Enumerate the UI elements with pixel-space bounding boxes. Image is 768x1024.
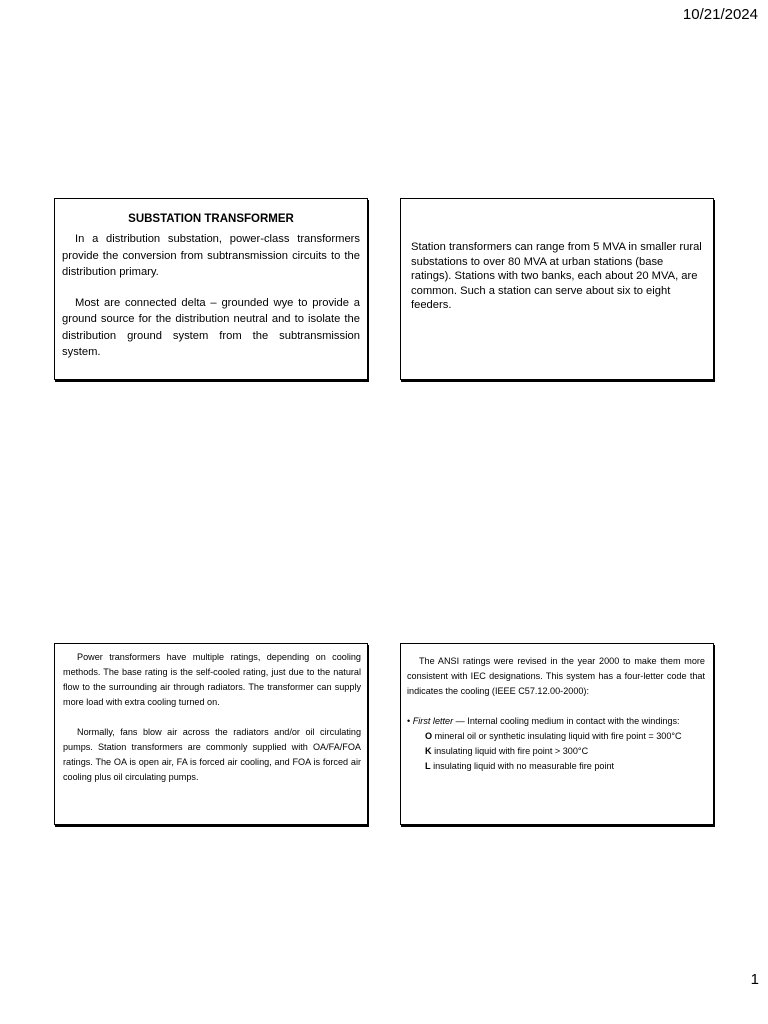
date-header: 10/21/2024	[682, 6, 758, 23]
bullet-text: — Internal cooling medium in contact with the windings:	[453, 716, 680, 726]
code-item-o	[407, 729, 705, 744]
slide-paragraph: The ANSI ratings were revised in the year 2000 to make them more consistent with IEC designations. This system has a four-letter code that indicates the cooling (IEEE C57.12.00-2000):	[407, 656, 705, 696]
bullet-item	[407, 714, 705, 729]
code-letter: O	[425, 731, 433, 741]
code-item-l	[407, 759, 705, 774]
bullet-marker: •	[407, 716, 411, 726]
bullet-term: First letter	[412, 716, 454, 726]
slide-paragraph: Station transformers can range from 5 MVA in smaller rural substations to over 80 MVA at urban stations (base ratings). Stations with two banks, each about 20 MVA, are common. Such a station can serve about six to eight feeders.	[411, 241, 702, 312]
code-letter: L	[425, 761, 431, 771]
slide-thumbnail-4	[400, 643, 714, 825]
code-text: mineral oil or synthetic insulating liquid with fire point = 300°C	[432, 731, 682, 741]
slide-thumbnail-1	[54, 198, 368, 380]
slide-thumbnail-3	[54, 643, 368, 825]
slide-paragraph: Normally, fans blow air across the radiators and/or oil circulating pumps. Station transformers are commonly supplied with OA/FA/FOA ratings. The OA is open air, FA is forced air cooling, and FOA is forced air cooling plus oil circulating pumps.	[63, 727, 361, 782]
code-letter: K	[425, 746, 432, 756]
slide-title: SUBSTATION TRANSFORMER	[128, 213, 294, 225]
code-text: insulating liquid with fire point > 300°C	[431, 746, 589, 756]
code-item-k	[407, 744, 705, 759]
slide-paragraph: Most are connected delta – grounded wye to provide a ground source for the distribution neutral and to isolate the distribution ground system from the subtransmission system.	[62, 296, 360, 358]
page-number: 1	[750, 971, 759, 988]
slide-thumbnail-2	[400, 198, 714, 380]
slide-paragraph: In a distribution substation, power-class transformers provide the conversion from subtransmission circuits to the distribution primary.	[62, 233, 360, 278]
slide-paragraph: Power transformers have multiple ratings, depending on cooling methods. The base rating is the self-cooled rating, just due to the natural flow to the surrounding air through radiators. The transformer can supply more load with extra cooling turned on.	[63, 652, 361, 707]
code-text: insulating liquid with no measurable fire point	[430, 761, 615, 771]
